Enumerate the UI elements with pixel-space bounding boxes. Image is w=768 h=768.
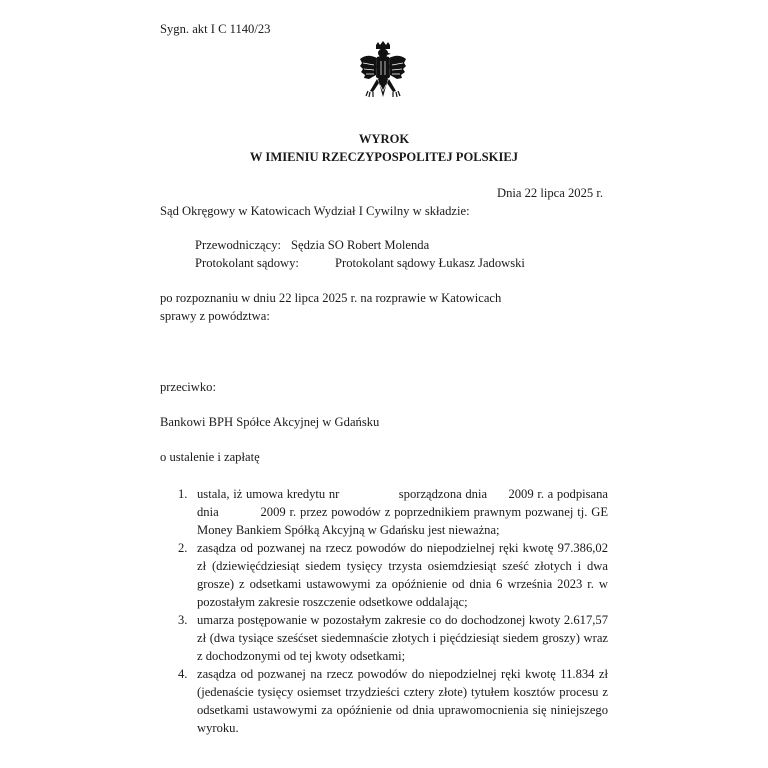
chair-label: Przewodniczący: — [195, 238, 282, 252]
chair-value: Sędzia SO Robert Molenda — [291, 238, 430, 252]
defendant-name: Bankowi BPH Spółce Akcyjnej w Gdańsku — [160, 415, 380, 429]
polish-eagle-emblem-icon — [357, 41, 409, 103]
ruling-item — [160, 665, 608, 737]
judgment-date: Dnia 22 lipca 2025 r. — [497, 186, 603, 200]
ruling-text-a: ustala, iż umowa kredytu nr — [197, 487, 340, 501]
ruling-text-c: 2009 r. a podpisana dnia — [197, 487, 608, 519]
ruling-item — [160, 539, 608, 611]
ruling-number: 3. — [178, 613, 188, 627]
ruling-list — [160, 485, 608, 737]
ruling-text: umarza postępowanie w pozostałym zakresie co do dochodzonej kwoty 2.617,57 zł (dwa tysiące sześćset siedemnaście złotych i pięćdziesiąt siedem groszy) wraz z dochodzonymi od tej kwoty odsetkami; — [197, 613, 608, 663]
court-name: Sąd Okręgowy w Katowicach Wydział I Cywilny w składzie: — [160, 204, 470, 218]
document-title: WYROK — [358, 132, 410, 146]
case-signature: Sygn. akt I C 1140/23 — [160, 22, 271, 36]
clerk-label: Protokolant sądowy: — [195, 256, 299, 270]
ruling-number: 1. — [178, 487, 188, 501]
ruling-item — [160, 611, 608, 665]
proceedings-line-2: sprawy z powództwa: — [160, 309, 270, 323]
ruling-text: zasądza od pozwanej na rzecz powodów do niepodzielnej ręki kwotę 97.386,02 zł (dziewięćdziesiąt siedem tysięcy trzysta osiemdziesiąt sześć złotych i dwa grosze) z odsetkami ustawowymi za opóźnienie od dnia 6 września 2023 r. w pozostałym zakresie roszczenie odsetkowe oddalając; — [197, 541, 608, 609]
document-subtitle: W IMIENIU RZECZYPOSPOLITEJ POLSKIEJ — [249, 150, 519, 164]
ruling-number: 2. — [178, 541, 188, 555]
clerk-value: Protokolant sądowy Łukasz Jadowski — [335, 256, 525, 270]
case-subject: o ustalenie i zapłatę — [160, 450, 260, 464]
ruling-text-d: 2009 r. przez powodów z poprzednikiem prawnym pozwanej tj. GE Money Bankiem Spółką Akcyjną w Gdańsku jest nieważna; — [197, 505, 609, 537]
against-label: przeciwko: — [160, 380, 216, 394]
ruling-text: zasądza od pozwanej na rzecz powodów do niepodzielnej ręki kwotę 11.834 zł (jedenaście tysięcy osiemset trzydzieści cztery złote) tytułem kosztów procesu z odsetkami ustawowymi za opóźnienie od dnia uprawomocnienia się niniejszego wyroku. — [197, 667, 608, 735]
ruling-number: 4. — [178, 667, 188, 681]
panel-chair-row — [195, 238, 429, 253]
ruling-item — [160, 485, 608, 539]
proceedings-line-1: po rozpoznaniu w dniu 22 lipca 2025 r. na rozprawie w Katowicach — [160, 291, 502, 305]
ruling-text-b: sporządzona dnia — [398, 487, 488, 501]
panel-clerk-row — [195, 256, 525, 271]
